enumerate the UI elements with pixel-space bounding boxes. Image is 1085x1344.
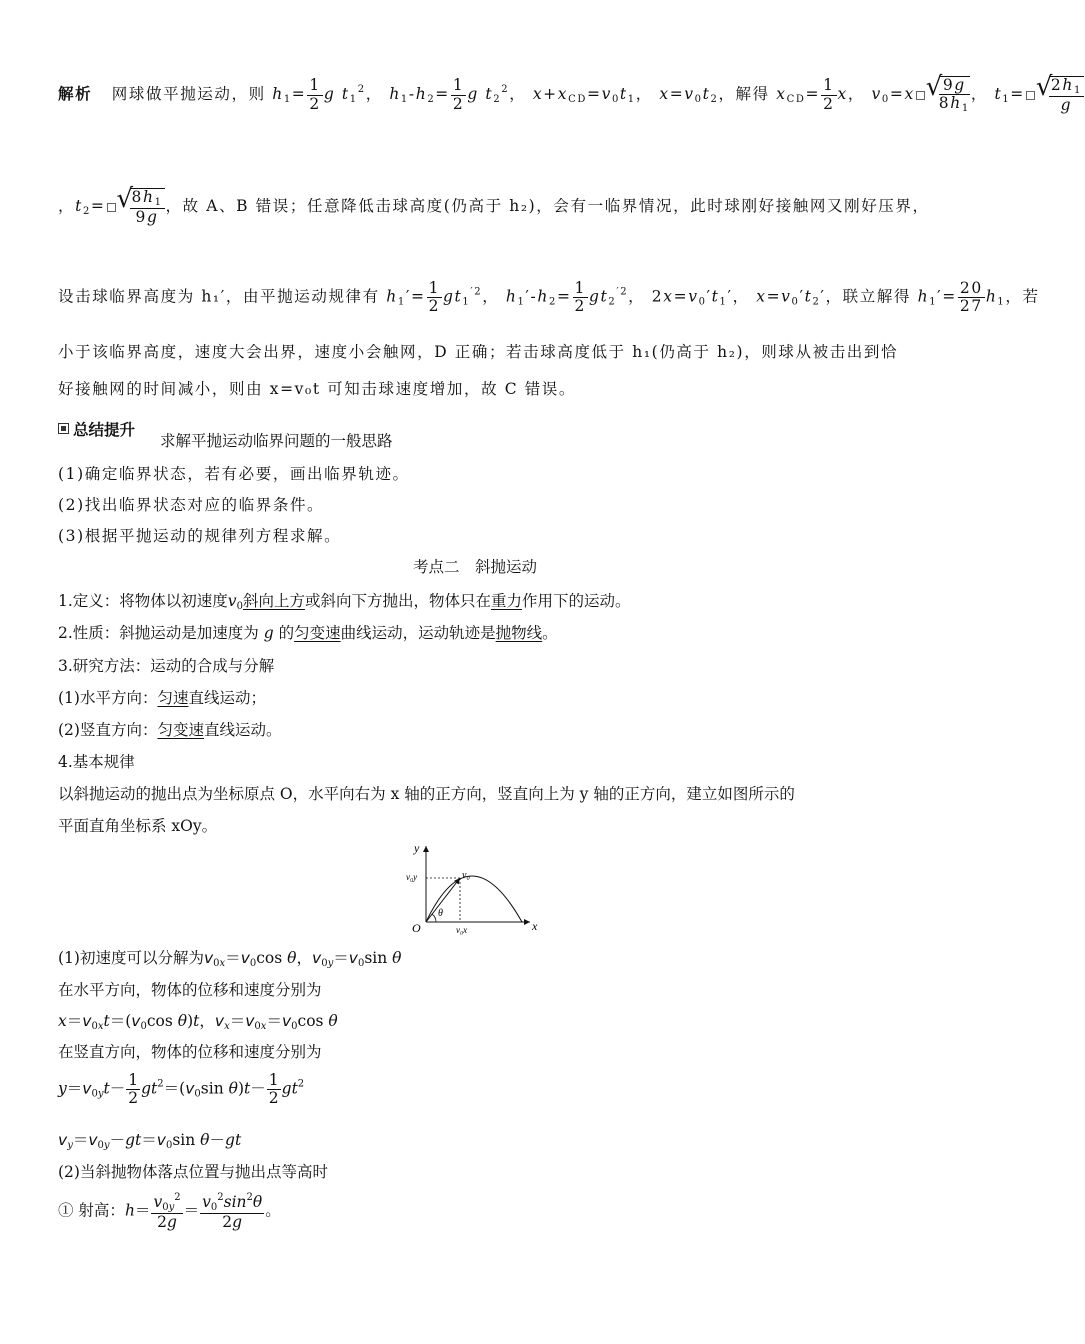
section-title: 考点二 斜抛运动 — [412, 558, 537, 576]
analysis-line2-tail: ，故 A、B 错误；任意降低击球高度(仍高于 h₂)，会有一临界情况，此时球刚好接触网又刚好压界， — [165, 197, 930, 216]
y-axis-label: y — [414, 841, 420, 855]
analysis-line3-head: 设击球临界高度为 h₁′，由平抛运动规律有 — [58, 287, 380, 306]
v0y-label: v₀y — [406, 872, 418, 882]
analysis-line-5: 好接触网的时间减小，则由 x=v₀t 可知击球速度增加，故 C 错误。 — [58, 380, 576, 398]
summary-header — [58, 418, 135, 440]
summary-label: 总结提升 — [73, 421, 136, 439]
v0-label: v₀ — [462, 870, 470, 881]
range-formula: ① 射高：h＝ $\frac{v_{0y}^2}{2g}$ ＝ $\frac{v_0^2\sin^2\theta}{2g}$ 。 — [58, 1192, 281, 1231]
same-height-desc: (2)当斜抛物体落点位置与抛出点等高时 — [58, 1163, 328, 1181]
nature-line: 2.性质：斜抛运动是加速度为 g 的匀变速曲线运动，运动轨迹是抛物线。 — [58, 624, 558, 642]
vertical-desc: 在竖直方向，物体的位移和速度分别为 — [58, 1043, 322, 1061]
law-heading: 4.基本规律 — [58, 753, 135, 771]
summary-icon — [58, 423, 69, 434]
x-axis-label: x — [532, 919, 538, 933]
vertical-velocity: $v_y=v_{0y}-gt=v_0\sin$ θ－gt — [58, 1131, 242, 1151]
analysis-line-3: 设击球临界高度为 h₁′，由平抛运动规律有 $h_1'=$ $\frac{1}{2}$ $gt_1^{'2}$， $h_1'-h_2=$ $\frac{1}{2}$ $gt_2^{'2}$， $2x=v_0't_1'$， $x=v_0't_2'$，联立解得 $h_1'=$ $\frac{20}{27}$ $h_1$，若 — [58, 279, 1040, 316]
vertical-displacement: $y=v_{0y}t-$ $\frac{1}{2}$ $gt^2=(v_0\sin$ θ)t－ $\frac{1}{2}$ $gt^2$ — [58, 1071, 305, 1108]
horizontal-formula: $x=v_{0x}t=(v_0\cos$ θ)t，$v_x=v_{0x}=v_0\cos$ θ — [58, 1012, 338, 1032]
summary-item: (1)确定临界状态，若有必要，画出临界轨迹。 — [58, 465, 410, 483]
law-desc-1: 以斜抛运动的抛出点为坐标原点 O，水平向右为 x 轴的正方向，竖直向上为 y 轴的正方向，建立如图所示的 — [58, 785, 795, 803]
decomposition-line: (1)初速度可以分解为$v_{0x}=v_0\cos$ θ，$v_{0y}=v_0\sin$ θ — [58, 949, 402, 969]
theta-label: θ — [438, 908, 443, 919]
analysis-lead: 网球做平抛运动，则 — [111, 85, 266, 104]
projectile-figure — [400, 840, 550, 936]
analysis-line-4: 小于该临界高度，速度大会出界，速度小会触网，D 正确；若击球高度低于 h₁(仍高于 h₂)，则球从被击出到恰 — [58, 343, 899, 361]
analysis-line-2: ，$t_2=$ √ $\frac{8h_1}{9g}$ ，故 A、B 错误；任意降低击球高度(仍高于 h₂)，会有一临界情况，此时球刚好接触网又刚好压界， — [58, 188, 930, 226]
analysis-label: 解析 — [58, 85, 93, 104]
analysis-line-1: 解析 网球做平抛运动，则 $h_1=$ $\frac{1}{2}$ g $t_1^2$， $h_1-h_2=$ $\frac{1}{2}$ g $t_2^2$， $x+x_{CD}=v_0t_1$， $x=v_0t_2$，解得 $x_{CD}=$ $\frac{1}{2}$ x， $v_0=x$ √ $\frac{9g}{8h_1}$ ， $t_1=$ √ $\frac{2h_1}{g}$ — [58, 76, 1085, 114]
origin-label: O — [412, 921, 421, 935]
definition-line: 1.定义：将物体以初速度$v_0$斜向上方或斜向下方抛出，物体只在重力作用下的运动。 — [58, 592, 631, 612]
summary-title: 求解平抛运动临界问题的一般思路 — [160, 432, 393, 450]
law-desc-2: 平面直角坐标系 xOy。 — [58, 817, 218, 835]
analysis-line3-mid: ，联立解得 — [825, 287, 912, 306]
v0x-label: v₀x — [456, 925, 468, 935]
horizontal-desc: 在水平方向，物体的位移和速度分别为 — [58, 981, 322, 999]
analysis-line3-tail: ，若 — [1005, 287, 1040, 306]
summary-item: (2)找出临界状态对应的临界条件。 — [58, 496, 325, 514]
method-line: 3.研究方法：运动的合成与分解 — [58, 657, 275, 675]
summary-item: (3)根据平抛运动的规律列方程求解。 — [58, 527, 342, 545]
horizontal-line: (1)水平方向：匀速直线运动； — [58, 689, 266, 707]
vertical-line: (2)竖直方向：匀变速直线运动。 — [58, 721, 282, 739]
